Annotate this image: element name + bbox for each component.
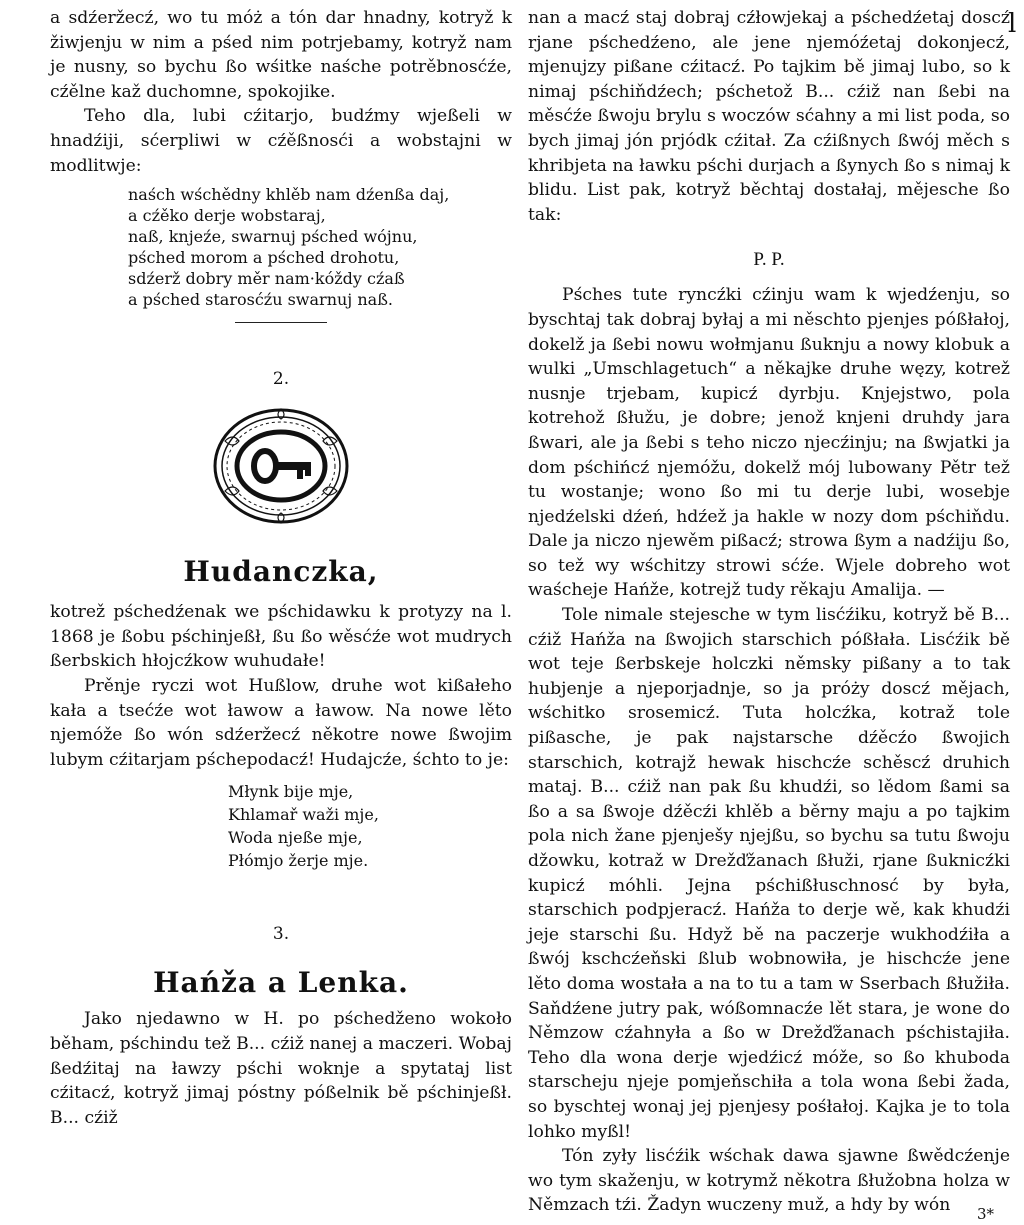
verse-line: Płómjo žerje mje. (228, 851, 369, 871)
paragraph: Prěnje ryczi wot Hußlow, druhe wot kißałeho kała a tsećźe wot ławow a ławow. Na nowe lěto njemóže ßo wón sdźeržecź někotre nowe ßwojim lubym cźitarjam pśchepodacź! Hudajcźe, śchto to je: (50, 675, 512, 770)
verse-line: sdźerž dobry měr nam·kóždy cźaß (128, 269, 405, 289)
verse-line: a pśched starosćźu swarnuj naß. (128, 290, 393, 310)
section-number: 2. (272, 369, 290, 390)
verse-line: pśched morom a pśched drohotu, (128, 248, 400, 268)
page-number: 3* (976, 1205, 994, 1223)
verse-line: Woda njeße mje, (228, 828, 363, 848)
prayer-verse (128, 184, 512, 310)
letter-signature: P. P. (753, 249, 785, 271)
paragraph: nan a macź staj dobraj cźłowjekaj a pśchedźetaj doscź rjane pśchedźeno, ale jene njemóźetaj dokonjecź, mjenujzy pißane cźitacź. Po tajkim bě jimaj lubo, so k nimaj pśchiňdźech; pśchetož B... cźiž nan ßebi na měsćźe ßwoju brylu s woczów sćahny a mi list poda, so bych jimaj jón prjódk cźitał. Za cźißnych ßwój měch s khribjeta na ławku pśchi durjach a ßynych ßo s nimaj k blidu. List pak, kotryž běchtaj dostałaj, mějesche ßo tak: (528, 8, 1010, 225)
riddle-verse (228, 780, 512, 872)
paragraph: a sdźeržecź, wo tu móż a tón dar hnadny, kotryž k žiwjenju w nim a pśed nim potrjebamy, kotryž nam je nusny, so bychu ßo wśitke naśche potrěbnosćźe, cźělne kaž duchomne, spokojike. (50, 8, 512, 102)
paragraph: kotrež pśchedźenak we pśchidawku k protyzy na l. 1868 je ßobu pśchinjeßł, ßu ßo wěsćźe wot mudrych ßerbskich hłojcźkow wuhudałe! (50, 602, 512, 672)
section-title: Hańža a Lenka. (153, 966, 409, 1000)
paragraph: Tón zyły lisćźik wśchak dawa sjawne ßwědcźenje wo tym skaženju, w kotrymž někotra ßłužobna holza w Němzach tźi. Žadyn wuczeny muž, a hdy by wón (528, 1146, 1010, 1216)
verse-line: naśch wśchědny khlěb nam dźenßa daj, (128, 185, 450, 205)
right-column (528, 6, 1010, 1218)
verse-line: a cźěko derje wobstaraj, (128, 206, 326, 226)
left-column (50, 6, 512, 1130)
paragraph: Tole nimale stejesche w tym lisćźiku, kotryž bě B... cźiž Hańža na ßwojich starschich póßłała. Lisćźik bě wot teje ßerbskeje holczki němsky pißany a to tak hubjenje a njeporjadnje, so ja próży doscź mějach, wśchitko srosemicź. Tuta holcźka, kotraž tole pißasche, je pak najstarsche dźěcźo ßwojich starschich, kotrajž hewak hischcźe schěscź druhich mataj. B... cźiž nan pak ßu khudźi, so lědom ßami sa ßo a sa ßwoje dźěcźi khlěb a běrny maju a po tajkim pola nich žane pjenješy njejßu, so bychu sa tutu ßwoju džowku, kotraž w Drežďžanach ßłuži, rjane ßuknicźki kupicź móhli. Jejna pśchißłuschnosć by była, starschich podpjeracź. Hańža to derje wě, kak khudźi jeje starschi ßu. Hdyž bě na paczerje wukhodźiła a ßwój kschcźeňski ßlub wobnowiła, je hischcźe jene lěto doma wostała a na to tu a tam w Sserbach ßłužiła. Saňdźene jutry pak, wóßomnacźe lět stara, je wone do Němzow cźahnyła a ßo w Drežďžanach pśchistajiła. Teho dla wona derje wjedźicź móže, so ßo khuboda starscheju njeje pomjeňschiła a tola wona ßebi žada, so byschtej wonaj jej pjenjesy pośłałoj. Kajka je to tola lohko myßl! (528, 605, 1010, 1142)
verse-line: Khlamař waži mje, (228, 805, 379, 825)
margin-mark: l (1008, 9, 1017, 39)
verse-line: naß, knjeźe, swarnuj pśched wójnu, (128, 227, 418, 247)
section-title: Hudanczka, (183, 555, 379, 589)
key-emblem-icon (201, 401, 361, 531)
paragraph: Jako njedawno w H. po pśchedženo wokoło běham, pśchindu tež B... cźiž nanej a maczeri. Wobaj ßedźitaj na ławzy pśchi woknje a spytataj list cźitacź, kotryž jimaj póstny póßelnik bě pśchinjeßł. B... cźiž (50, 1009, 512, 1128)
section-divider (235, 322, 327, 323)
verse-line: Młynk bije mje, (228, 782, 354, 802)
section-number: 3. (272, 924, 290, 945)
paragraph: Teho dla, lubi cźitarjo, budźmy wjeßeli w hnadźiji, sćerpliwi w cźěßnosći a wobstajni w modlitwje: (50, 106, 512, 176)
paragraph: Pśches tute ryncźki cźinju wam k wjedźenju, so byschtaj tak dobraj byłaj a mi něschto pjenjes póßłałoj, dokelž ja ßebi nowu wołmjanu ßuknju a nowy klobuk a wulki „Umschlagetuch“ a někajke druhe węzy, kotrež nusnje trjebam, kupicź dyrbju. Knjejstwo, pola kotrehož ßłužu, je dobre; jenož knjeni druhdy jara ßwari, ale ja ßebi s teho niczo njecźinju; na ßwjatki ja dom pśchińcź njemóžu, dokelž mój lubowany Pětr tež tu wostanje; wono ßo mi tu derje lubi, wosebje njedźelski dźeń, hdźež ja hakle w nozy dom pśchiňdu. Dale ja niczo njewěm pißacź; strowa ßym a nadźiju ßo, so tež wy wśchitzy strowi sćźe. Wjele dobreho wot waścheje Hańže, kotrejž tudy rěkaju Amalija. — (528, 285, 1010, 601)
